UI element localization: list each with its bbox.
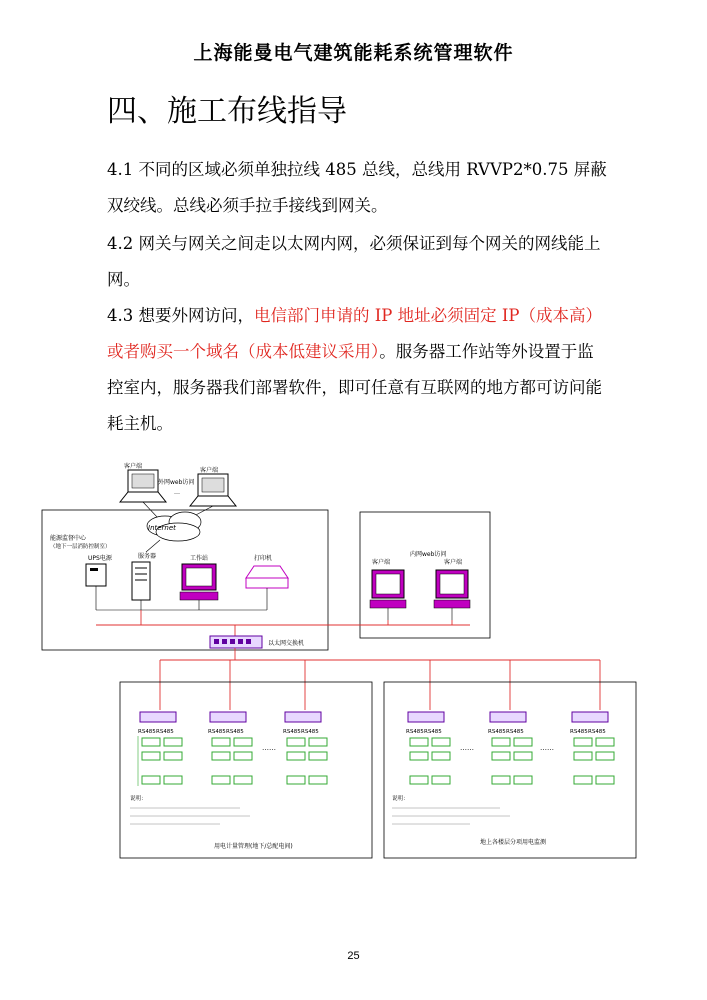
client-label: 客户端	[124, 463, 143, 470]
paragraph-4-1: 4.1 不同的区域必须单独拉线 485 总线，总线用 RVVP2*0.75 屏蔽双绞线。总线必须手拉手接线到网关。	[107, 160, 607, 215]
switch-label: 以太网交换机	[268, 640, 305, 647]
client-label: 客户端	[372, 559, 391, 566]
svg-text:RS485: RS485	[424, 729, 442, 735]
svg-text:RS485: RS485	[588, 729, 606, 735]
ups-icon	[86, 564, 106, 586]
svg-text:RS485: RS485	[488, 729, 506, 735]
workstation-icon	[180, 564, 218, 600]
paragraph-4-3	[107, 298, 607, 442]
right-box-caption: 地上各楼层分项用电监测	[480, 839, 547, 846]
server-label: 服务器	[138, 553, 157, 560]
svg-text:RS485: RS485	[506, 729, 524, 735]
ups-label: UPS电源	[88, 555, 112, 562]
workstation-label: 工作站	[190, 555, 209, 562]
section-title: 四、施工布线指导	[107, 94, 347, 129]
gateway-group	[208, 712, 252, 784]
ellipsis: ……	[540, 744, 554, 752]
gateway-group	[283, 712, 327, 784]
paragraph-4-3-suffix: 。服务器工作站等外设置于监控室内，服务器我们部署软件，即可任意有互联网的地方都可访问能耗主机。	[107, 342, 602, 433]
internet-label: Internet	[148, 524, 176, 532]
svg-text:RS485: RS485	[208, 729, 226, 735]
gateway-group	[406, 712, 450, 784]
gateway-group	[570, 712, 614, 784]
client-pc-icon	[370, 570, 406, 608]
paragraph-4-3-prefix: 4.3 想要外网访问，	[107, 306, 254, 325]
page-number: 25	[347, 950, 360, 962]
laptop-icon	[120, 470, 166, 502]
client-label: 客户端	[444, 559, 463, 566]
metering-box-left	[120, 682, 372, 858]
printer-label: 打印机	[254, 555, 273, 562]
gateway-group	[488, 712, 532, 784]
svg-text:RS485: RS485	[570, 729, 588, 735]
ellipsis: …	[174, 489, 180, 496]
svg-text:RS485: RS485	[406, 729, 424, 735]
ellipsis: ……	[262, 744, 276, 752]
ethernet-switch-icon	[210, 636, 262, 648]
svg-text:RS485: RS485	[138, 729, 156, 735]
svg-text:RS485: RS485	[301, 729, 319, 735]
gateway-group	[138, 712, 182, 786]
client-pc-icon	[434, 570, 470, 608]
note-label: 说明：	[130, 796, 147, 802]
left-box-caption: 用电计量管理(地下/总配电间)	[214, 843, 293, 850]
svg-text:RS485: RS485	[226, 729, 244, 735]
web-access-label: 外网web访问	[158, 479, 195, 486]
svg-text:RS485: RS485	[156, 729, 174, 735]
note-label: 说明：	[392, 796, 409, 802]
paragraph-4-3-highlight: 电信部门申请的 IP 地址必须固定 IP（成本高）或者购买一个域名（成本低建议采用）	[107, 306, 602, 361]
document-header: 上海能曼电气建筑能耗系统管理软件	[193, 42, 514, 64]
printer-icon	[246, 566, 288, 588]
paragraph-4-2: 4.2 网关与网关之间走以太网内网，必须保证到每个网关的网线能上网。	[107, 234, 601, 289]
monitor-center-label: 能源监督中心	[50, 535, 87, 542]
ellipsis: ……	[460, 744, 474, 752]
server-icon	[132, 562, 150, 600]
client-label: 客户端	[200, 467, 219, 474]
laptop-icon	[190, 474, 236, 506]
lan-access-label: 内网web访问	[410, 551, 447, 558]
monitor-center-sublabel: （地下一层消防控制室）	[50, 544, 111, 550]
svg-text:RS485: RS485	[283, 729, 301, 735]
network-wiring-diagram	[40, 460, 670, 870]
